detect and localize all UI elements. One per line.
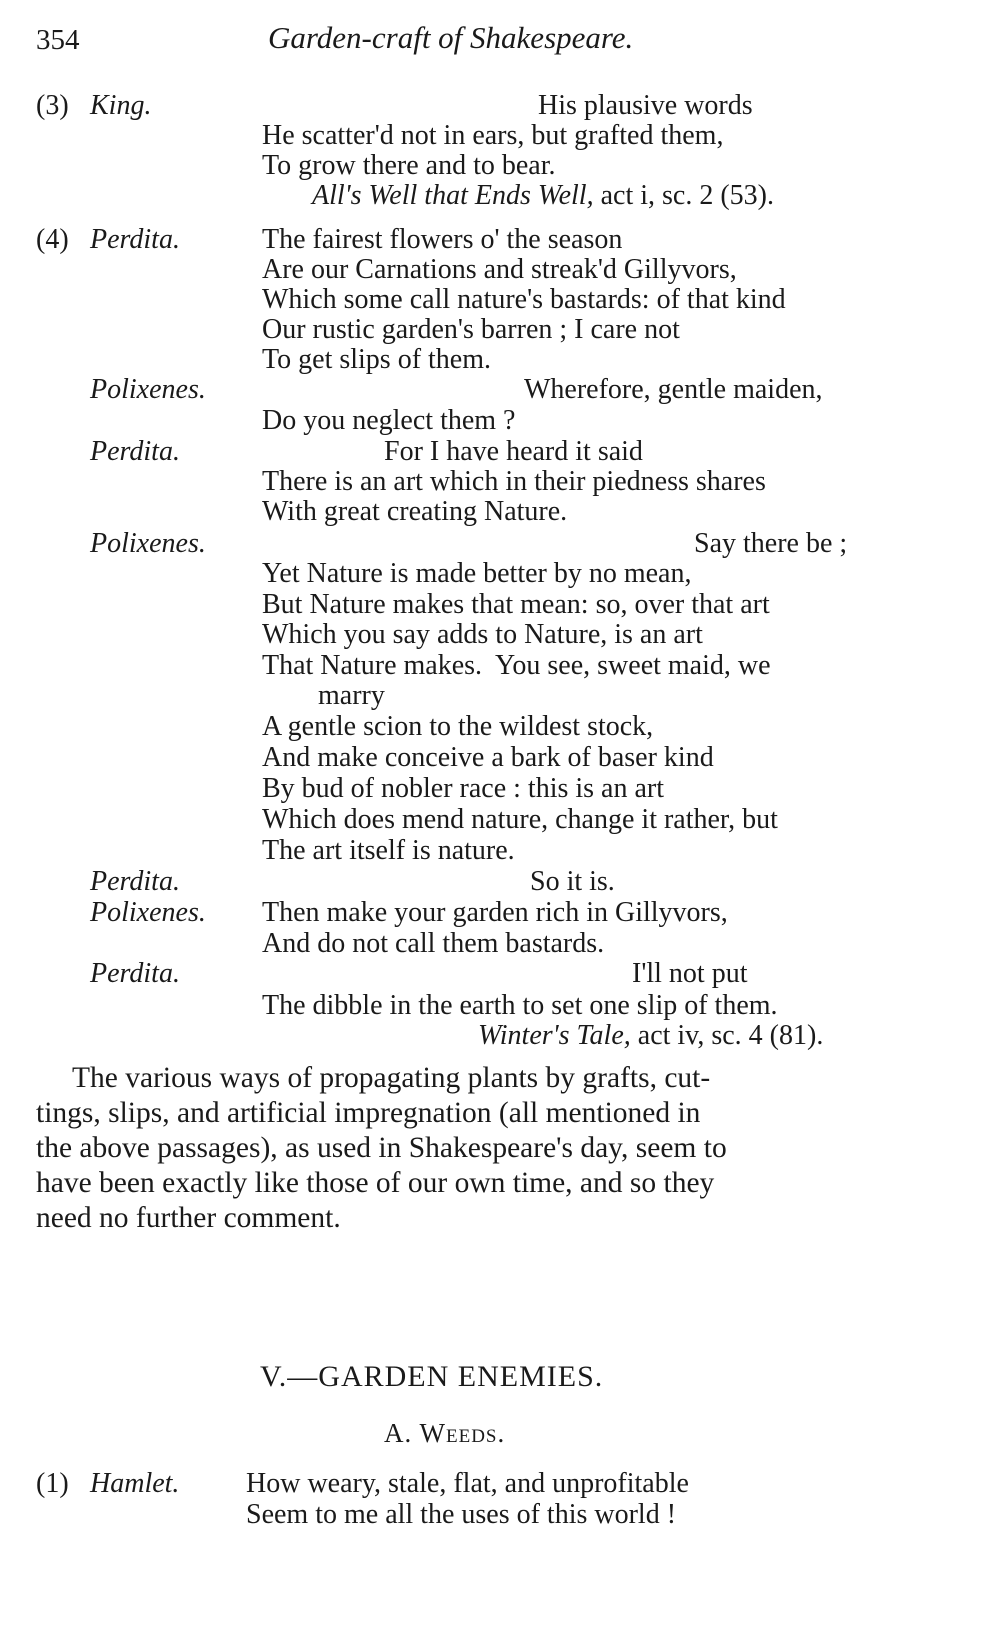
verse-line: How weary, stale, flat, and unprofitable bbox=[246, 1468, 689, 1499]
verse-line: Then make your garden rich in Gillyvors, bbox=[262, 897, 728, 928]
verse-line: I'll not put bbox=[632, 958, 748, 989]
verse-line: By bud of nobler race : this is an art bbox=[262, 773, 665, 804]
verse-line: Which you say adds to Nature, is an art bbox=[262, 619, 703, 650]
verse-line: Do you neglect them ? bbox=[262, 405, 516, 436]
speaker-label: Hamlet. bbox=[90, 1468, 180, 1499]
verse-line: But Nature makes that mean: so, over that art bbox=[262, 589, 770, 620]
verse-line: Seem to me all the uses of this world ! bbox=[246, 1499, 677, 1530]
verse-line: He scatter'd not in ears, but grafted them, bbox=[262, 120, 724, 151]
quote-number: (1) bbox=[36, 1468, 69, 1499]
speaker-label: Perdita. bbox=[90, 436, 180, 467]
speaker-label: Perdita. bbox=[90, 866, 180, 897]
speaker-label: Perdita. bbox=[90, 958, 180, 989]
citation-title: Winter's Tale, bbox=[478, 1020, 631, 1051]
verse-line: With great creating Nature. bbox=[262, 496, 568, 527]
verse-line: The dibble in the earth to set one slip of them. bbox=[262, 990, 778, 1021]
paragraph-line: tings, slips, and artificial impregnation (all mentioned in bbox=[36, 1097, 701, 1129]
verse-line: So it is. bbox=[530, 866, 615, 897]
paragraph-line: need no further comment. bbox=[36, 1202, 341, 1234]
paragraph-line: The various ways of propagating plants by grafts, cut- bbox=[72, 1062, 711, 1094]
citation-reference: act iv, sc. 4 (81). bbox=[637, 1020, 824, 1051]
section-subheading: A. Weeds. bbox=[384, 1418, 506, 1448]
verse-line: Yet Nature is made better by no mean, bbox=[262, 558, 692, 589]
verse-line: Our rustic garden's barren ; I care not bbox=[262, 314, 680, 345]
quote-number: (4) bbox=[36, 224, 69, 255]
speaker-label: Polixenes. bbox=[90, 897, 206, 928]
citation bbox=[478, 1022, 823, 1050]
running-title: Garden-craft of Shakespeare. bbox=[268, 20, 634, 55]
quote-number: (3) bbox=[36, 90, 69, 121]
verse-line: And make conceive a bark of baser kind bbox=[262, 742, 714, 773]
speaker-label: Polixenes. bbox=[90, 374, 206, 405]
section-heading: V.—GARDEN ENEMIES. bbox=[260, 1360, 604, 1393]
verse-line: To get slips of them. bbox=[262, 344, 492, 375]
speaker-label: Perdita. bbox=[90, 224, 180, 255]
verse-line: The fairest flowers o' the season bbox=[262, 224, 623, 255]
page-number: 354 bbox=[36, 24, 80, 56]
paragraph-line: have been exactly like those of our own time, and so they bbox=[36, 1167, 715, 1199]
verse-line: Which some call nature's bastards: of that kind bbox=[262, 284, 786, 315]
citation-title: All's Well that Ends Well, bbox=[312, 180, 594, 211]
paragraph-line: the above passages), as used in Shakespeare's day, seem to bbox=[36, 1132, 727, 1164]
verse-line: That Nature makes. You see, sweet maid, we bbox=[262, 650, 771, 681]
verse-line: For I have heard it said bbox=[384, 436, 643, 467]
verse-line: Which does mend nature, change it rather, but bbox=[262, 804, 778, 835]
verse-line: A gentle scion to the wildest stock, bbox=[262, 711, 654, 742]
citation-reference: act i, sc. 2 (53). bbox=[600, 180, 774, 211]
verse-line: To grow there and to bear. bbox=[262, 150, 556, 181]
speaker-label: King. bbox=[90, 90, 152, 121]
verse-line: And do not call them bastards. bbox=[262, 928, 605, 959]
verse-line: Say there be ; bbox=[694, 528, 848, 559]
citation bbox=[312, 182, 774, 210]
verse-line: Are our Carnations and streak'd Gillyvors, bbox=[262, 254, 737, 285]
verse-line: There is an art which in their piedness shares bbox=[262, 466, 766, 497]
speaker-label: Polixenes. bbox=[90, 528, 206, 559]
verse-line: Wherefore, gentle maiden, bbox=[524, 374, 823, 405]
verse-line-continuation: marry bbox=[318, 680, 385, 711]
verse-line: The art itself is nature. bbox=[262, 835, 515, 866]
verse-line: His plausive words bbox=[538, 90, 753, 121]
